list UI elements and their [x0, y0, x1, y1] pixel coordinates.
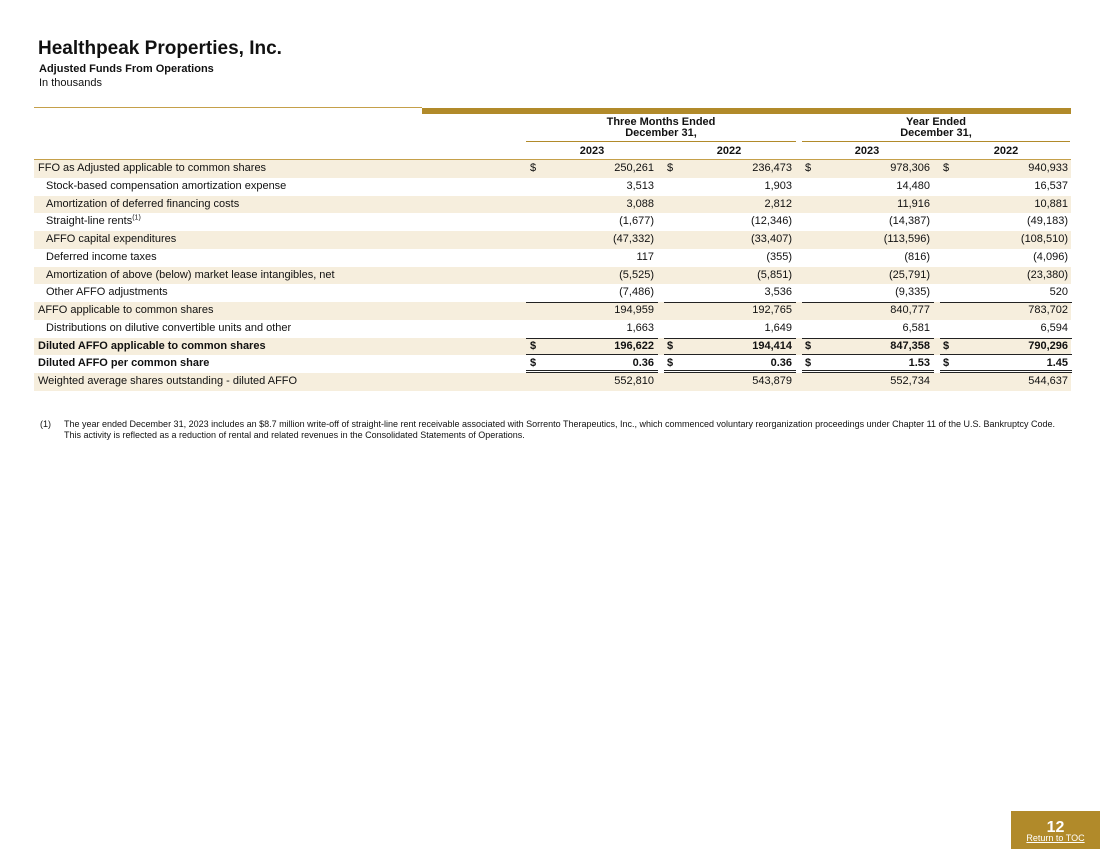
year-ended-header [802, 117, 1070, 139]
cell-value: 194,959 [614, 304, 654, 316]
cell-value: 2,812 [764, 197, 792, 210]
table-row [34, 302, 1071, 320]
row-label [46, 249, 157, 267]
year-col-2: 2022 [716, 145, 742, 157]
currency-symbol: $ [667, 357, 674, 370]
row-label-text: AFFO capital expenditures [46, 233, 177, 245]
currency-symbol: $ [805, 357, 812, 370]
cell-value: 520 [1049, 286, 1068, 299]
table-row [34, 160, 1071, 178]
cell-value: (7,486) [619, 286, 654, 299]
header-rule-thin [34, 107, 422, 108]
cell-value: 1.45 [1046, 357, 1068, 370]
cell-value: (47,332) [613, 233, 654, 245]
row-label-text: Straight-line rents [46, 215, 133, 228]
affo-table [34, 160, 1071, 391]
table-row [34, 196, 1071, 214]
cell-value: 940,933 [1028, 162, 1068, 174]
table-row [34, 373, 1071, 391]
row-label-text: FFO as Adjusted applicable to common shares [38, 162, 267, 174]
year-col-3: 2023 [854, 145, 880, 157]
cell-value: (12,346) [751, 215, 792, 228]
row-label-text: AFFO applicable to common shares [38, 304, 214, 316]
row-label [38, 160, 266, 178]
footnote [40, 419, 1070, 441]
year-ended-header-line1: Year Ended [906, 116, 966, 128]
cell-value: 6,594 [1040, 321, 1068, 334]
cell-value: (33,407) [751, 233, 792, 245]
page-number: 12 [1046, 819, 1065, 836]
row-label-text: Distributions on dilutive convertible units and other [46, 321, 292, 334]
cell-value: 790,296 [1028, 339, 1068, 352]
year-col-4: 2022 [993, 145, 1019, 157]
cell-value: 0.36 [632, 357, 654, 370]
table-row [34, 249, 1071, 267]
cell-value: 783,702 [1028, 304, 1068, 316]
page-title: Healthpeak Properties, Inc. [38, 38, 282, 59]
cell-value: (9,335) [895, 286, 930, 299]
cell-value: 192,765 [752, 304, 792, 316]
cell-value: 194,414 [752, 339, 792, 352]
row-label [38, 302, 213, 320]
row-label [38, 373, 297, 391]
year-ended-rule [802, 141, 1070, 142]
footnote-ref: (1) [132, 214, 141, 222]
currency-symbol: $ [667, 339, 674, 352]
currency-symbol: $ [943, 339, 950, 352]
three-months-rule [526, 141, 796, 142]
subtotal-rule [526, 338, 658, 339]
currency-symbol: $ [530, 162, 537, 174]
return-to-toc-link[interactable]: Return to TOC [1026, 833, 1085, 843]
row-label [46, 231, 176, 249]
row-label-text: Amortization of deferred financing costs [46, 197, 240, 210]
currency-symbol: $ [530, 357, 537, 370]
cell-value: 196,622 [614, 339, 654, 352]
table-row [34, 213, 1071, 231]
cell-value: 543,879 [752, 375, 792, 387]
row-label-text: Amortization of above (below) market lease intangibles, net [46, 268, 335, 281]
currency-symbol: $ [530, 339, 537, 352]
subtotal-rule [664, 302, 796, 303]
currency-symbol: $ [805, 162, 812, 174]
cell-value: (355) [766, 250, 792, 263]
table-row [34, 284, 1071, 302]
cell-value: (49,183) [1027, 215, 1068, 228]
cell-value: 1,903 [764, 179, 792, 192]
cell-value: 250,261 [614, 162, 654, 174]
cell-value: (25,791) [889, 268, 930, 281]
cell-value: 1,663 [626, 321, 654, 334]
cell-value: (108,510) [1020, 233, 1068, 245]
three-months-header [526, 117, 796, 139]
report-subtitle: Adjusted Funds From Operations [39, 63, 214, 75]
units-note: In thousands [39, 77, 102, 89]
row-label [46, 178, 286, 196]
year-ended-header-line2: December 31, [900, 127, 972, 139]
cell-value: (816) [904, 250, 930, 263]
row-label-text: Weighted average shares outstanding - diluted AFFO [38, 375, 298, 387]
cell-value: 0.36 [770, 357, 792, 370]
cell-value: (5,525) [619, 268, 654, 281]
cell-value: 552,734 [890, 375, 930, 387]
cell-value: 847,358 [890, 339, 930, 352]
cell-value: 1.53 [908, 357, 930, 370]
cell-value: 1,649 [764, 321, 792, 334]
table-row [34, 320, 1071, 338]
row-label-text: Other AFFO adjustments [46, 286, 168, 299]
cell-value: 840,777 [890, 304, 930, 316]
row-label [46, 196, 239, 214]
year-col-1: 2023 [579, 145, 605, 157]
cell-value: (23,380) [1027, 268, 1068, 281]
currency-symbol: $ [943, 162, 950, 174]
cell-value: 3,536 [764, 286, 792, 299]
cell-value: 10,881 [1034, 197, 1068, 210]
cell-value: 11,916 [897, 197, 930, 210]
currency-symbol: $ [667, 162, 674, 174]
three-months-header-line1: Three Months Ended [606, 116, 716, 128]
cell-value: 6,581 [902, 321, 930, 334]
cell-value: 552,810 [614, 375, 654, 387]
cell-value: (5,851) [757, 268, 792, 281]
page-number-box [1011, 811, 1100, 849]
table-row [34, 338, 1071, 356]
subtotal-rule [940, 338, 1072, 339]
row-label-text: Stock-based compensation amortization expense [46, 179, 287, 192]
subtotal-rule [802, 302, 934, 303]
row-label-text: Diluted AFFO applicable to common shares [38, 339, 266, 352]
table-row [34, 231, 1071, 249]
table-row [34, 355, 1071, 373]
cell-value: 978,306 [890, 162, 930, 174]
footnote-text: The year ended December 31, 2023 includes an $8.7 million write-off of straight-line rent receivable associated with Sorrento Therapeutics, Inc., which commenced voluntary reorganization proceedings under Chapter 11 of the U.S. Bankruptcy Code. This activity is reflected as a reduction of rental and related revenues in the Consolidated Statements of Operations. [64, 419, 1056, 440]
cell-value: 3,088 [626, 197, 654, 210]
currency-symbol: $ [805, 339, 812, 352]
row-label-text: Deferred income taxes [46, 250, 157, 263]
subtotal-rule [940, 302, 1072, 303]
row-label [46, 320, 291, 338]
cell-value: (4,096) [1033, 250, 1068, 263]
currency-symbol: $ [943, 357, 950, 370]
row-label [46, 284, 168, 302]
three-months-header-line2: December 31, [625, 127, 697, 139]
cell-value: 544,637 [1028, 375, 1068, 387]
footnote-mark: (1) [40, 419, 51, 429]
cell-value: (14,387) [889, 215, 930, 228]
subtotal-rule [526, 302, 658, 303]
cell-value: 236,473 [752, 162, 792, 174]
cell-value: 14,480 [896, 179, 930, 192]
table-row [34, 267, 1071, 285]
cell-value: 117 [636, 250, 654, 263]
cell-value: 3,513 [626, 179, 654, 192]
cell-value: (113,596) [883, 233, 930, 245]
subtotal-rule [664, 338, 796, 339]
row-label-text: Diluted AFFO per common share [38, 357, 210, 370]
header-rule-thick [422, 108, 1071, 114]
cell-value: (1,677) [619, 215, 654, 228]
row-label [46, 267, 335, 285]
row-label [38, 338, 266, 356]
row-label [46, 213, 141, 231]
subtotal-rule [802, 338, 934, 339]
table-row [34, 178, 1071, 196]
cell-value: 16,537 [1034, 179, 1068, 192]
row-label [38, 355, 209, 373]
